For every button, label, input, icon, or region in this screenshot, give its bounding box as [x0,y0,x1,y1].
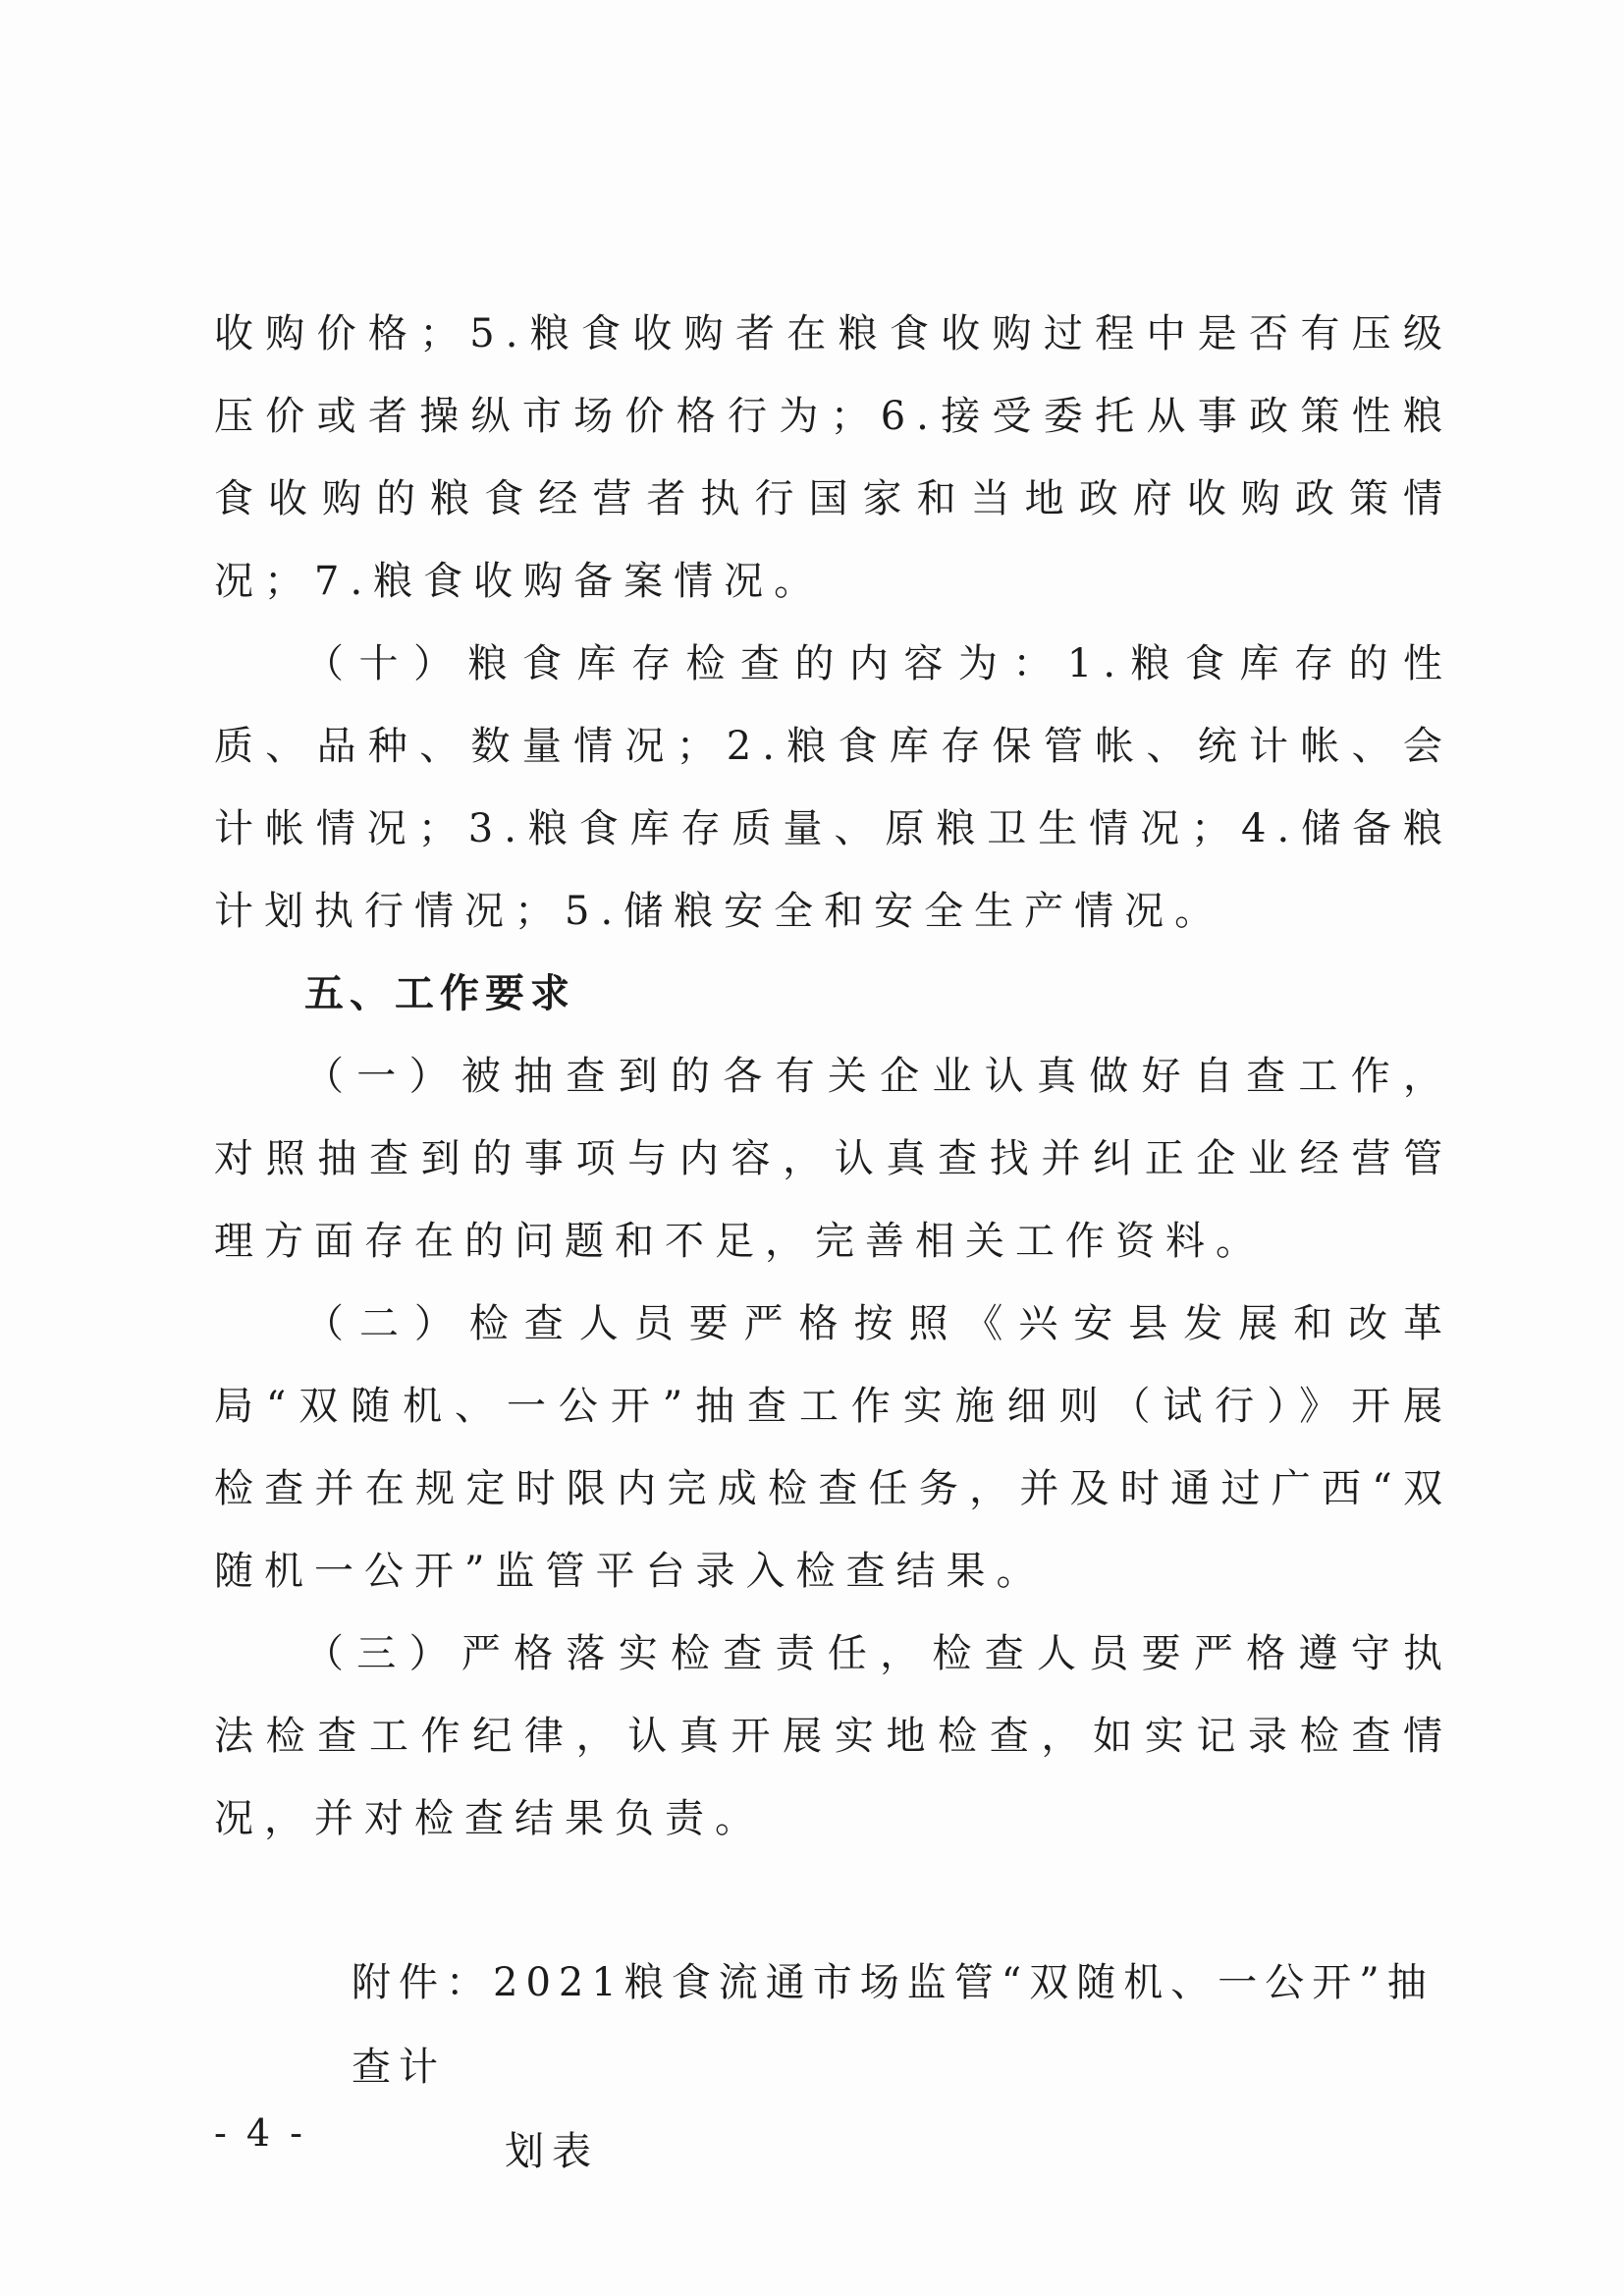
attachment-note [214,1941,1453,2194]
paragraph-purchase-price: 收购价格；5.粮食收购者在粮食收购过程中是否有压级压价或者操纵市场价格行为；6.接受委托从事政策性粮食收购的粮食经营者执行国家和当地政府收购政策情况；7.粮食收购备案情况。 [214,311,1453,604]
paragraph-inventory-check: （十）粮食库存检查的内容为：1.粮食库存的性质、品种、数量情况；2.粮食库存保管帐、统计帐、会计帐情况；3.粮食库存质量、原粮卫生情况；4.储备粮计划执行情况；5.储粮安全和安全生产情况。 [214,641,1453,934]
attachment-line-2: 划表 [505,2129,599,2174]
page-number: - 4 - [214,2111,307,2155]
attachment-line-1: 附件：2021粮食流通市场监管“双随机、一公开”抽查计 [352,1960,1435,2090]
requirement-item-3: （三）严格落实检查责任，检查人员要严格遵守执法检查工作纪律，认真开展实地检查，如实记录检查情况，并对检查结果负责。 [214,1631,1453,1841]
section-heading-work-requirements: 五、工作要求 [304,971,575,1016]
document-body [214,293,1453,2194]
requirement-item-1: （一）被抽查到的各有关企业认真做好自查工作，对照抽查到的事项与内容，认真查找并纠正企业经营管理方面存在的问题和不足，完善相关工作资料。 [214,1054,1453,1264]
requirement-item-2: （二）检查人员要严格按照《兴安县发展和改革局“双随机、一公开”抽查工作实施细则（试行）》开展检查并在规定时限内完成检查任务，并及时通过广西“双随机一公开”监管平台录入检查结果。 [214,1301,1453,1594]
